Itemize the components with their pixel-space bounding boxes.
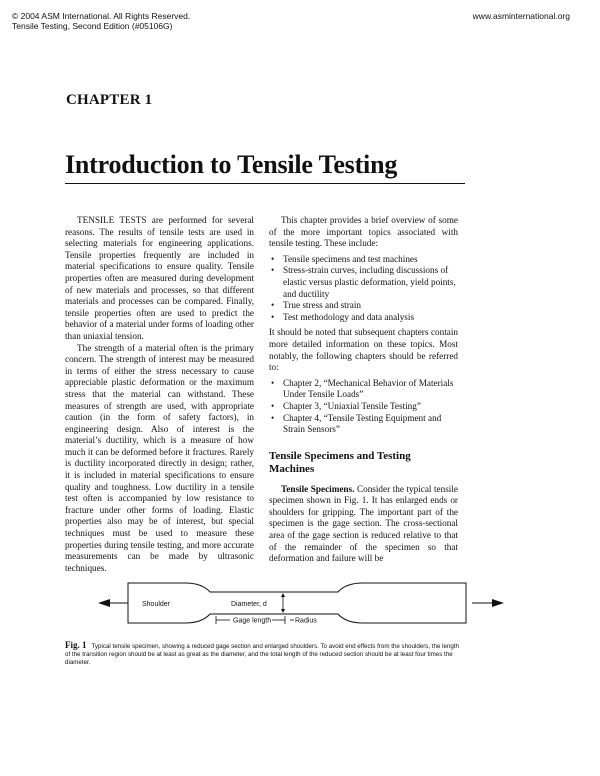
bullet-icon: • bbox=[271, 377, 275, 388]
diameter-arrow-bottom bbox=[281, 609, 285, 613]
diameter-arrow-top bbox=[281, 593, 285, 597]
right-column bbox=[269, 215, 458, 565]
left-column bbox=[65, 215, 254, 574]
chapter-label: CHAPTER 1 bbox=[66, 92, 153, 108]
paragraph bbox=[269, 484, 458, 565]
section-heading: Tensile Specimens and Testing Machines bbox=[269, 449, 411, 475]
right-arrow-head bbox=[492, 599, 504, 607]
paragraph-text: Consider the typical tensile specimen shown in Fig. 1. It has enlarged ends or shoulders for gripping. The important part of the specimen is the gage section. The cross-sectional area of the gage section is reduced relative to that of the remainder of the specimen so that deformation and failure will be bbox=[269, 483, 458, 564]
figure-label: Fig. 1 bbox=[65, 640, 87, 650]
list-item: • Test methodology and data analysis bbox=[271, 311, 415, 322]
chapters-list bbox=[269, 378, 458, 436]
diameter-label: Diameter, d bbox=[231, 601, 267, 608]
paragraph: TENSILE TESTS are performed for several reasons. The results of tensile tests are used in selecting materials for engineering applications. Tensile properties frequently are included in material specifications to ensure quality. Tensile properties often are measured during development of new materials and processes, so that different materials and processes can be compared. Finally, tensile properties often are used to predict the behavior of a material under forms of loading other than uniaxial tension. bbox=[65, 215, 254, 341]
caption-text: Typical tensile specimen, showing a reduced gage section and enlarged shoulders. To avoid end effects from the shoulders, the length of the transition region should be at least as great as the diameter, and the total length of the reduced section should be at least four times the diameter. bbox=[65, 643, 459, 666]
gage-length-label: Gage length bbox=[233, 617, 272, 625]
shoulder-label: Shoulder bbox=[142, 601, 171, 608]
bullet-icon: • bbox=[271, 412, 275, 423]
bullet-icon: • bbox=[271, 400, 275, 411]
list-item: • True stress and strain bbox=[271, 300, 362, 311]
book-edition: Tensile Testing, Second Edition (#05106G) bbox=[12, 21, 173, 31]
list-item: • Chapter 2, “Mechanical Behavior of Materials Under Tensile Loads” bbox=[271, 377, 454, 400]
website-link[interactable]: www.asminternational.org bbox=[472, 11, 570, 21]
radius-label: Radius bbox=[295, 617, 317, 625]
copyright-notice: © 2004 ASM International. All Rights Reserved. bbox=[12, 11, 191, 21]
list-item: • Chapter 3, “Uniaxial Tensile Testing” bbox=[271, 400, 421, 411]
list-item: • Chapter 4, “Tensile Testing Equipment and Strain Sensors” bbox=[271, 412, 442, 435]
run-in-heading: Tensile Specimens. bbox=[281, 483, 355, 494]
bullet-icon: • bbox=[271, 300, 275, 311]
paragraph: It should be noted that subsequent chapters contain more detailed information on these topics. Most notably, the following chapters should be referred to: bbox=[269, 327, 458, 373]
bullet-icon: • bbox=[271, 253, 275, 264]
paragraph: The strength of a material often is the primary concern. The strength of interest may be measured in terms of either the stress necessary to cause appreciable plastic deformation or the maximum stress that the material can withstand. These measures of strength are used, with appropriate caution (in the form of safety factors), in engineering design. Also of interest is the material’s ductility, which is a measure of how much it can be deformed before it fractures. Rarely is ductility incorporated directly in design; rather, it is included in material specifications to ensure quality and toughness. Low ductility in a tensile test often is accompanied by low resistance to fracture under other forms of loading. Elastic properties also may be of interest, but special techniques must be used to measure these properties during tensile testing, and more accurate measurements can be made by ultrasonic techniques. bbox=[65, 342, 254, 573]
chapter-title: Introduction to Tensile Testing bbox=[65, 150, 398, 179]
left-arrow-head bbox=[98, 599, 110, 607]
tensile-specimen-figure bbox=[90, 578, 510, 628]
figure-caption bbox=[65, 641, 465, 667]
title-rule bbox=[65, 183, 465, 184]
list-item: • Stress-strain curves, including discussions of elastic versus plastic deformation, yield points, and ductility bbox=[271, 265, 456, 299]
page-header-left bbox=[12, 11, 190, 31]
bullet-icon: • bbox=[271, 265, 275, 276]
bullet-icon: • bbox=[271, 311, 275, 322]
paragraph: This chapter provides a brief overview of some of the more important topics associated with tensile testing. These include: bbox=[269, 215, 458, 249]
topics-list bbox=[269, 254, 458, 324]
list-item: • Tensile specimens and test machines bbox=[271, 253, 418, 264]
